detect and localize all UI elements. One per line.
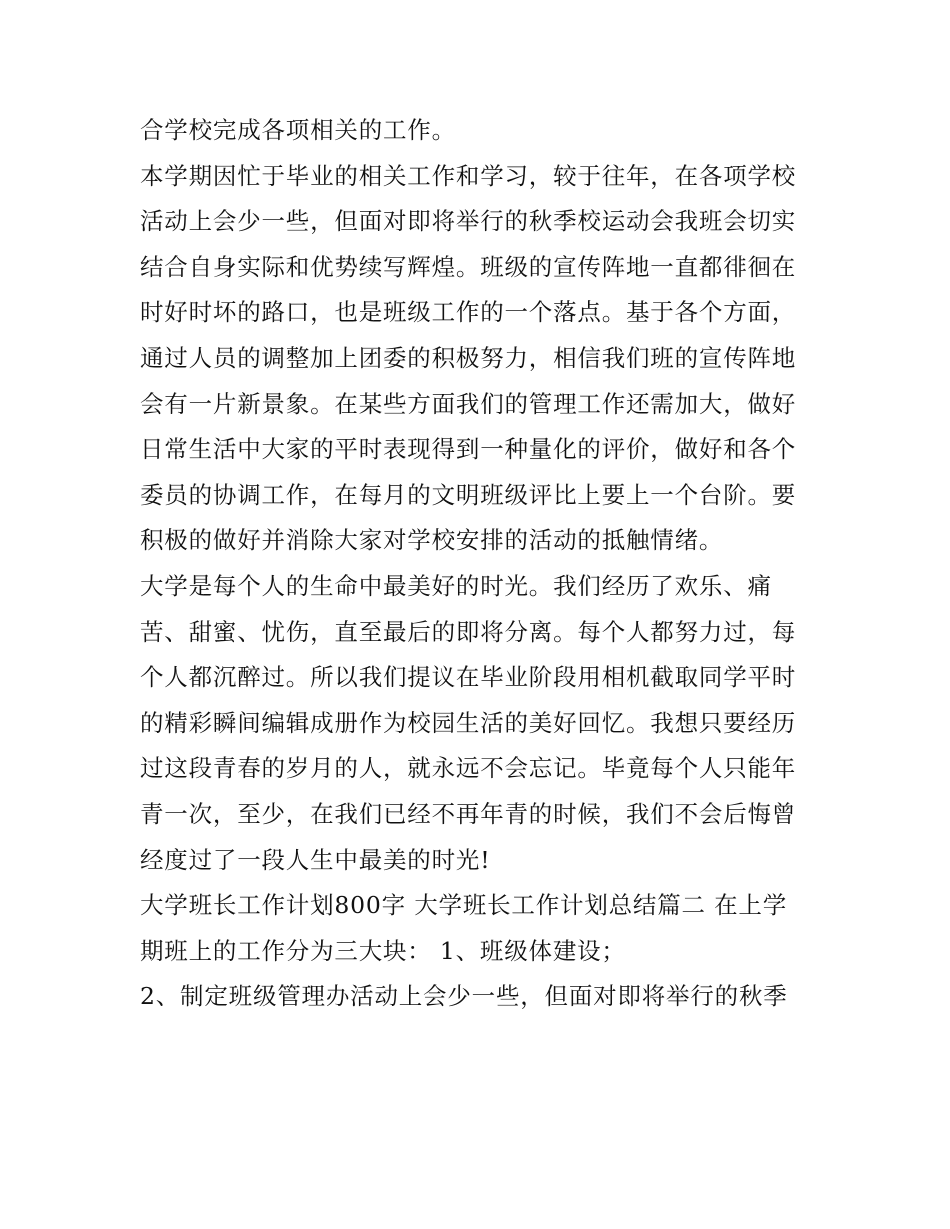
text-line: 的精彩瞬间编辑成册作为校园生活的美好回忆。我想只要经历	[140, 708, 797, 737]
text-line: 青一次，至少，在我们已经不再年青的时候，我们不会后悔曾	[140, 799, 797, 828]
text-line: 经度过了一段人生中最美的时光!	[140, 845, 491, 874]
text-line: 大学是每个人的生命中最美好的时光。我们经历了欢乐、痛	[140, 571, 772, 600]
text-line: 积极的做好并消除大家对学校安排的活动的抵触情绪。	[140, 526, 724, 555]
text-line: 委员的协调工作，在每月的文明班级评比上要上一个台阶。要	[140, 480, 797, 509]
text-line: 苦、甜蜜、忧伤，直至最后的即将分离。每个人都努力过，每	[140, 617, 797, 646]
text-line: 期班上的工作分为三大块： 1、班级体建设；	[140, 936, 626, 965]
text-line: 日常生活中大家的平时表现得到一种量化的评价，做好和各个	[140, 435, 797, 464]
text-line: 2、制定班级管理办活动上会少一些，但面对即将举行的秋季	[140, 982, 788, 1011]
text-line: 过这段青春的岁月的人，就永远不会忘记。毕竟每个人只能年	[140, 754, 797, 783]
text-line: 通过人员的调整加上团委的积极努力，相信我们班的宣传阵地	[140, 343, 797, 372]
text-line: 活动上会少一些，但面对即将举行的秋季校运动会我班会切实	[140, 207, 797, 236]
text-line: 时好时坏的路口，也是班级工作的一个落点。基于各个方面，	[140, 298, 797, 327]
text-line: 结合自身实际和优势续写辉煌。班级的宣传阵地一直都徘徊在	[140, 252, 797, 281]
text-line: 本学期因忙于毕业的相关工作和学习，较于往年，在各项学校	[140, 161, 797, 190]
text-line: 个人都沉醉过。所以我们提议在毕业阶段用相机截取同学平时	[140, 663, 797, 692]
text-line: 大学班长工作计划800字 大学班长工作计划总结篇二 在上学	[140, 891, 787, 920]
text-line: 合学校完成各项相关的工作。	[140, 116, 456, 144]
document-body	[140, 108, 820, 1020]
text-line: 会有一片新景象。在某些方面我们的管理工作还需加大，做好	[140, 389, 797, 418]
